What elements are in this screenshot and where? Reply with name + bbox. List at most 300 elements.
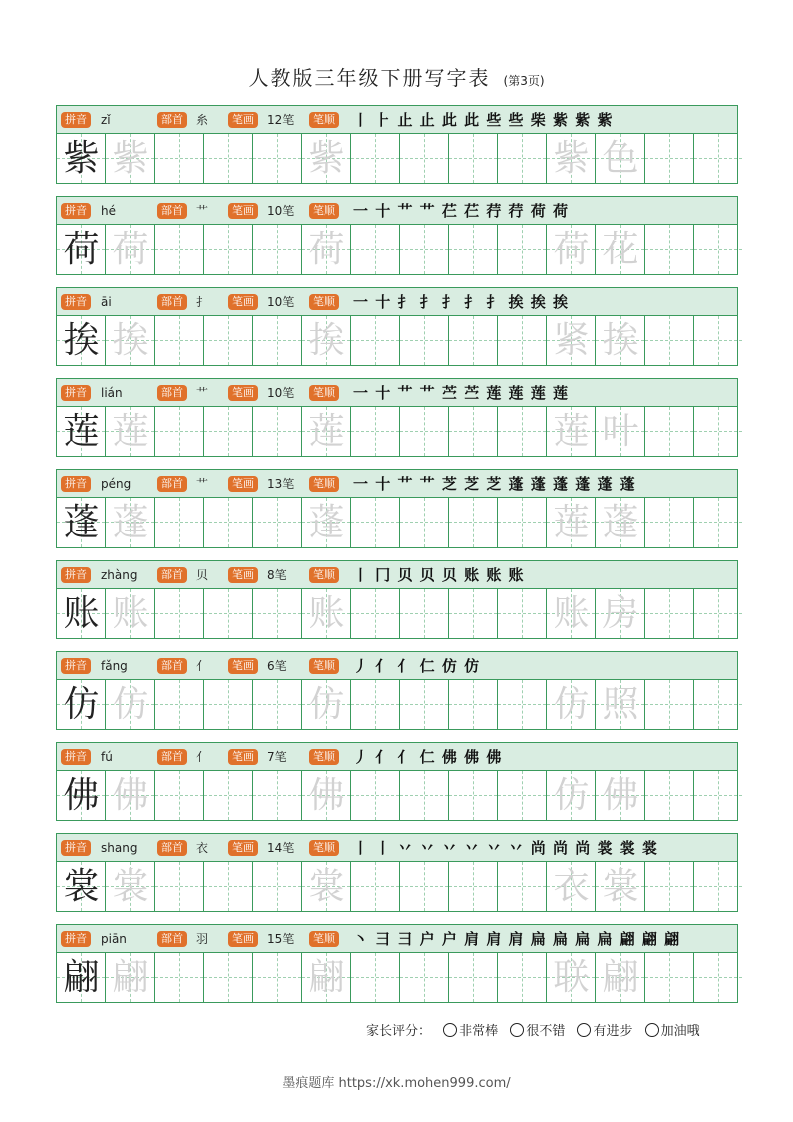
model-character: 蓬 — [63, 502, 100, 543]
trace-character: 仿 — [112, 684, 149, 725]
char-block — [56, 742, 738, 821]
model-character: 紫 — [63, 138, 100, 179]
writing-cell[interactable] — [351, 589, 400, 638]
writing-cell[interactable] — [694, 862, 737, 911]
char-block — [56, 378, 738, 457]
writing-cell[interactable] — [106, 225, 155, 274]
stroke-order-tag: 笔顺 — [309, 294, 339, 310]
writing-cell[interactable] — [596, 407, 645, 456]
stroke-count-value: 15笔 — [267, 932, 295, 946]
writing-cell[interactable] — [155, 953, 204, 1002]
pinyin-value: fǎng — [101, 659, 128, 673]
stroke-order-sequence: 一 十 艹 艹 苎 苎 莲 莲 莲 莲 — [353, 384, 570, 402]
writing-cell[interactable] — [302, 498, 351, 547]
writing-cell[interactable] — [400, 862, 449, 911]
stroke-count-tag: 笔画 — [228, 840, 258, 856]
pinyin-value: āi — [101, 295, 112, 309]
trace-character: 紧 — [553, 320, 590, 361]
pinyin-value: hé — [101, 204, 116, 218]
radical-value: 亻 — [196, 659, 209, 673]
stroke-order-tag: 笔顺 — [309, 385, 339, 401]
stroke-order-tag: 笔顺 — [309, 567, 339, 583]
writing-cell[interactable] — [253, 589, 302, 638]
page-subtitle: (第3页) — [503, 74, 545, 88]
page-title: 人教版三年级下册写字表 — [248, 66, 491, 90]
trace-character: 照 — [602, 684, 639, 725]
writing-cell[interactable] — [694, 953, 737, 1002]
stroke-order-tag: 笔顺 — [309, 840, 339, 856]
writing-cell[interactable] — [155, 316, 204, 365]
radical-tag: 部首 — [157, 203, 187, 219]
char-info-header — [57, 743, 737, 771]
char-block — [56, 833, 738, 912]
writing-cell[interactable] — [645, 953, 694, 1002]
trace-character: 裳 — [112, 866, 149, 907]
char-info-header — [57, 379, 737, 407]
pinyin-tag: 拼音 — [61, 203, 91, 219]
writing-cell[interactable] — [596, 498, 645, 547]
writing-cell[interactable] — [204, 589, 253, 638]
writing-cell[interactable] — [204, 498, 253, 547]
stroke-order-tag: 笔顺 — [309, 203, 339, 219]
pinyin-value: shang — [101, 841, 138, 855]
radical-tag: 部首 — [157, 294, 187, 310]
writing-cell[interactable] — [351, 953, 400, 1002]
stroke-order-sequence: 丨 丨 丷 丷 丷 丷 丷 丷 尚 尚 尚 裳 裳 裳 — [353, 839, 658, 857]
rating-radio-3[interactable] — [645, 1023, 659, 1037]
writing-cell[interactable] — [596, 589, 645, 638]
trace-character: 裳 — [602, 866, 639, 907]
radical-value: 亻 — [196, 750, 209, 764]
writing-cell[interactable] — [449, 498, 498, 547]
writing-cell[interactable] — [400, 316, 449, 365]
pinyin-tag: 拼音 — [61, 931, 91, 947]
writing-grid — [57, 134, 737, 183]
writing-cell[interactable] — [498, 498, 547, 547]
trace-character: 叶 — [602, 411, 639, 452]
writing-cell[interactable] — [547, 953, 596, 1002]
trace-character: 翩 — [602, 957, 639, 998]
stroke-count-value: 13笔 — [267, 477, 295, 491]
radical-value: 羽 — [196, 932, 209, 946]
stroke-count-value: 10笔 — [267, 204, 295, 218]
trace-character: 荷 — [553, 229, 590, 270]
pinyin-tag: 拼音 — [61, 476, 91, 492]
stroke-count-value: 12笔 — [267, 113, 295, 127]
pinyin-tag: 拼音 — [61, 294, 91, 310]
trace-character: 蓬 — [602, 502, 639, 543]
trace-character: 佛 — [602, 775, 639, 816]
radical-tag: 部首 — [157, 476, 187, 492]
stroke-order-tag: 笔顺 — [309, 476, 339, 492]
writing-cell[interactable] — [155, 771, 204, 820]
pinyin-tag: 拼音 — [61, 112, 91, 128]
model-character: 翩 — [63, 957, 100, 998]
rating-radio-2[interactable] — [577, 1023, 591, 1037]
writing-cell[interactable] — [253, 680, 302, 729]
writing-cell[interactable] — [645, 498, 694, 547]
writing-grid — [57, 953, 737, 1002]
writing-grid — [57, 316, 737, 365]
trace-character: 莲 — [308, 411, 345, 452]
writing-grid — [57, 589, 737, 638]
writing-cell[interactable] — [204, 953, 253, 1002]
writing-cell[interactable] — [400, 407, 449, 456]
stroke-count-tag: 笔画 — [228, 931, 258, 947]
trace-character: 蓬 — [308, 502, 345, 543]
writing-cell[interactable] — [498, 589, 547, 638]
writing-cell[interactable] — [204, 771, 253, 820]
radical-value: 艹 — [196, 386, 209, 400]
writing-grid — [57, 680, 737, 729]
writing-cell[interactable] — [596, 953, 645, 1002]
writing-cell[interactable] — [57, 680, 106, 729]
stroke-order-sequence: 一 十 艹 艹 芝 芝 芝 蓬 蓬 蓬 蓬 蓬 蓬 — [353, 475, 636, 493]
stroke-order-sequence: 丶 彐 彐 户 户 肩 肩 肩 扁 扁 扁 扁 翩 翩 翩 — [353, 930, 681, 948]
char-block — [56, 651, 738, 730]
writing-cell[interactable] — [106, 680, 155, 729]
writing-cell[interactable] — [351, 771, 400, 820]
trace-character: 账 — [553, 593, 590, 634]
writing-cell[interactable] — [351, 407, 400, 456]
pinyin-tag: 拼音 — [61, 567, 91, 583]
writing-cell[interactable] — [302, 953, 351, 1002]
stroke-count-tag: 笔画 — [228, 476, 258, 492]
writing-cell[interactable] — [596, 771, 645, 820]
writing-cell[interactable] — [57, 589, 106, 638]
writing-cell[interactable] — [694, 225, 737, 274]
stroke-count-tag: 笔画 — [228, 658, 258, 674]
writing-cell[interactable] — [155, 680, 204, 729]
writing-cell[interactable] — [57, 953, 106, 1002]
trace-character: 蓬 — [112, 502, 149, 543]
rating-radio-1[interactable] — [510, 1023, 524, 1037]
writing-cell[interactable] — [57, 862, 106, 911]
char-block — [56, 924, 738, 1003]
writing-cell[interactable] — [106, 862, 155, 911]
writing-cell[interactable] — [351, 225, 400, 274]
stroke-count-tag: 笔画 — [228, 203, 258, 219]
writing-cell[interactable] — [106, 316, 155, 365]
writing-cell[interactable] — [449, 953, 498, 1002]
char-block — [56, 105, 738, 184]
char-block — [56, 469, 738, 548]
writing-cell[interactable] — [57, 134, 106, 183]
writing-cell[interactable] — [351, 862, 400, 911]
writing-cell[interactable] — [106, 498, 155, 547]
stroke-order-tag: 笔顺 — [309, 749, 339, 765]
writing-cell[interactable] — [204, 225, 253, 274]
writing-cell[interactable] — [351, 680, 400, 729]
writing-cell[interactable] — [498, 316, 547, 365]
char-info-header — [57, 925, 737, 953]
writing-cell[interactable] — [302, 407, 351, 456]
stroke-order-sequence: 丨 冂 贝 贝 贝 账 账 账 — [353, 566, 525, 584]
stroke-order-sequence: 丿 亻 亻 仁 佛 佛 佛 — [353, 748, 503, 766]
radical-tag: 部首 — [157, 567, 187, 583]
writing-cell[interactable] — [204, 316, 253, 365]
writing-cell[interactable] — [204, 680, 253, 729]
char-info-header — [57, 288, 737, 316]
writing-cell[interactable] — [694, 316, 737, 365]
trace-character: 联 — [553, 957, 590, 998]
writing-cell[interactable] — [204, 407, 253, 456]
radical-value: 艹 — [196, 204, 209, 218]
pinyin-tag: 拼音 — [61, 385, 91, 401]
writing-cell[interactable] — [253, 407, 302, 456]
parent-rating — [366, 1020, 700, 1039]
stroke-count-value: 10笔 — [267, 386, 295, 400]
writing-grid — [57, 225, 737, 274]
stroke-order-sequence: 一 十 扌 扌 扌 扌 扌 挨 挨 挨 — [353, 293, 570, 311]
writing-cell[interactable] — [155, 225, 204, 274]
writing-cell[interactable] — [645, 862, 694, 911]
trace-character: 莲 — [553, 411, 590, 452]
writing-cell[interactable] — [596, 680, 645, 729]
stroke-order-tag: 笔顺 — [309, 931, 339, 947]
writing-cell[interactable] — [400, 225, 449, 274]
trace-character: 紫 — [112, 138, 149, 179]
writing-cell[interactable] — [449, 589, 498, 638]
pinyin-value: fú — [101, 750, 113, 764]
writing-cell[interactable] — [57, 771, 106, 820]
writing-cell[interactable] — [351, 316, 400, 365]
writing-cell[interactable] — [253, 225, 302, 274]
rating-option: 非常棒 — [459, 1024, 499, 1039]
writing-cell[interactable] — [645, 225, 694, 274]
writing-cell[interactable] — [498, 953, 547, 1002]
writing-cell[interactable] — [645, 771, 694, 820]
model-character: 裳 — [63, 866, 100, 907]
writing-cell[interactable] — [155, 407, 204, 456]
trace-character: 紫 — [553, 138, 590, 179]
radical-value: 衣 — [196, 841, 209, 855]
writing-cell[interactable] — [106, 134, 155, 183]
writing-cell[interactable] — [400, 953, 449, 1002]
pinyin-tag: 拼音 — [61, 658, 91, 674]
trace-character: 仿 — [553, 775, 590, 816]
radical-tag: 部首 — [157, 840, 187, 856]
writing-cell[interactable] — [253, 134, 302, 183]
pinyin-value: piān — [101, 932, 127, 946]
writing-cell[interactable] — [204, 134, 253, 183]
writing-cell[interactable] — [106, 771, 155, 820]
trace-character: 荷 — [308, 229, 345, 270]
trace-character: 裳 — [308, 866, 345, 907]
footer-watermark: 墨痕题库 https://xk.mohen999.com/ — [282, 1076, 511, 1091]
writing-cell[interactable] — [449, 680, 498, 729]
stroke-count-value: 6笔 — [267, 659, 287, 673]
writing-cell[interactable] — [498, 407, 547, 456]
writing-cell[interactable] — [498, 771, 547, 820]
writing-grid — [57, 771, 737, 820]
writing-cell[interactable] — [253, 771, 302, 820]
pinyin-value: zhàng — [101, 568, 138, 582]
writing-cell[interactable] — [449, 771, 498, 820]
stroke-count-value: 10笔 — [267, 295, 295, 309]
trace-character: 花 — [602, 229, 639, 270]
stroke-count-tag: 笔画 — [228, 112, 258, 128]
writing-cell[interactable] — [694, 407, 737, 456]
writing-cell[interactable] — [253, 953, 302, 1002]
radical-value: 糸 — [196, 113, 209, 127]
writing-cell[interactable] — [498, 134, 547, 183]
writing-cell[interactable] — [547, 316, 596, 365]
trace-character: 仿 — [308, 684, 345, 725]
char-info-header — [57, 197, 737, 225]
radical-value: 扌 — [196, 295, 209, 309]
model-character: 荷 — [63, 229, 100, 270]
writing-cell[interactable] — [596, 862, 645, 911]
writing-cell[interactable] — [694, 771, 737, 820]
writing-cell[interactable] — [302, 134, 351, 183]
rating-label: 家长评分： — [366, 1024, 432, 1039]
writing-cell[interactable] — [547, 498, 596, 547]
writing-cell[interactable] — [302, 680, 351, 729]
stroke-order-tag: 笔顺 — [309, 112, 339, 128]
writing-cell[interactable] — [57, 407, 106, 456]
writing-cell[interactable] — [400, 134, 449, 183]
writing-cell[interactable] — [400, 498, 449, 547]
trace-character: 色 — [602, 138, 639, 179]
writing-cell[interactable] — [302, 589, 351, 638]
radical-tag: 部首 — [157, 112, 187, 128]
writing-cell[interactable] — [694, 680, 737, 729]
writing-cell[interactable] — [155, 498, 204, 547]
writing-cell[interactable] — [596, 316, 645, 365]
trace-character: 仿 — [553, 684, 590, 725]
stroke-count-tag: 笔画 — [228, 385, 258, 401]
rating-option: 有进步 — [593, 1024, 633, 1039]
writing-cell[interactable] — [351, 134, 400, 183]
writing-cell[interactable] — [351, 498, 400, 547]
radical-tag: 部首 — [157, 749, 187, 765]
writing-cell[interactable] — [302, 862, 351, 911]
model-character: 账 — [63, 593, 100, 634]
writing-cell[interactable] — [106, 589, 155, 638]
model-character: 挨 — [63, 320, 100, 361]
stroke-count-value: 7笔 — [267, 750, 287, 764]
char-block — [56, 560, 738, 639]
writing-grid — [57, 862, 737, 911]
writing-cell[interactable] — [645, 680, 694, 729]
stroke-count-tag: 笔画 — [228, 294, 258, 310]
writing-cell[interactable] — [204, 862, 253, 911]
stroke-count-value: 14笔 — [267, 841, 295, 855]
writing-cell[interactable] — [253, 316, 302, 365]
trace-character: 挨 — [308, 320, 345, 361]
writing-cell[interactable] — [498, 225, 547, 274]
writing-cell[interactable] — [694, 589, 737, 638]
pinyin-value: péng — [101, 477, 132, 491]
trace-character: 挨 — [112, 320, 149, 361]
pinyin-value: lián — [101, 386, 123, 400]
writing-cell[interactable] — [645, 134, 694, 183]
trace-character: 翩 — [308, 957, 345, 998]
trace-character: 莲 — [553, 502, 590, 543]
writing-cell[interactable] — [449, 407, 498, 456]
writing-cell[interactable] — [400, 589, 449, 638]
char-info-header — [57, 652, 737, 680]
writing-cell[interactable] — [596, 134, 645, 183]
writing-cell[interactable] — [645, 589, 694, 638]
writing-cell[interactable] — [547, 589, 596, 638]
trace-character: 紫 — [308, 138, 345, 179]
rating-option: 很不错 — [526, 1024, 566, 1039]
model-character: 佛 — [63, 775, 100, 816]
radical-tag: 部首 — [157, 658, 187, 674]
char-block — [56, 287, 738, 366]
trace-character: 佛 — [112, 775, 149, 816]
writing-cell[interactable] — [547, 771, 596, 820]
writing-cell[interactable] — [155, 862, 204, 911]
trace-character: 房 — [602, 593, 639, 634]
writing-cell[interactable] — [400, 680, 449, 729]
writing-cell[interactable] — [645, 407, 694, 456]
trace-character: 莲 — [112, 411, 149, 452]
model-character: 莲 — [63, 411, 100, 452]
writing-cell[interactable] — [155, 134, 204, 183]
writing-cell[interactable] — [449, 225, 498, 274]
writing-cell[interactable] — [57, 498, 106, 547]
writing-cell[interactable] — [106, 407, 155, 456]
writing-cell[interactable] — [155, 589, 204, 638]
writing-cell[interactable] — [498, 862, 547, 911]
char-info-header — [57, 106, 737, 134]
writing-cell[interactable] — [400, 771, 449, 820]
rating-radio-0[interactable] — [443, 1023, 457, 1037]
writing-cell[interactable] — [302, 225, 351, 274]
radical-tag: 部首 — [157, 385, 187, 401]
writing-cell[interactable] — [694, 134, 737, 183]
writing-cell[interactable] — [498, 680, 547, 729]
writing-cell[interactable] — [106, 953, 155, 1002]
trace-character: 挨 — [602, 320, 639, 361]
writing-cell[interactable] — [547, 862, 596, 911]
writing-cell[interactable] — [596, 225, 645, 274]
writing-cell[interactable] — [547, 680, 596, 729]
stroke-count-tag: 笔画 — [228, 749, 258, 765]
trace-character: 衣 — [553, 866, 590, 907]
writing-cell[interactable] — [694, 498, 737, 547]
char-info-header — [57, 470, 737, 498]
writing-cell[interactable] — [547, 225, 596, 274]
rating-option: 加油哦 — [660, 1024, 700, 1039]
writing-cell[interactable] — [253, 862, 302, 911]
writing-grid — [57, 498, 737, 547]
char-info-header — [57, 561, 737, 589]
writing-cell[interactable] — [57, 316, 106, 365]
writing-cell[interactable] — [547, 134, 596, 183]
trace-character: 佛 — [308, 775, 345, 816]
stroke-order-tag: 笔顺 — [309, 658, 339, 674]
pinyin-tag: 拼音 — [61, 749, 91, 765]
writing-cell[interactable] — [302, 771, 351, 820]
writing-cell[interactable] — [57, 225, 106, 274]
trace-character: 翩 — [112, 957, 149, 998]
char-info-header — [57, 834, 737, 862]
writing-cell[interactable] — [449, 316, 498, 365]
stroke-order-sequence: 丿 亻 亻 仁 仿 仿 — [353, 657, 481, 675]
writing-cell[interactable] — [547, 407, 596, 456]
writing-cell[interactable] — [302, 316, 351, 365]
writing-cell[interactable] — [449, 134, 498, 183]
writing-cell[interactable] — [645, 316, 694, 365]
writing-cell[interactable] — [449, 862, 498, 911]
radical-value: 艹 — [196, 477, 209, 491]
writing-cell[interactable] — [253, 498, 302, 547]
page-header — [0, 62, 793, 91]
